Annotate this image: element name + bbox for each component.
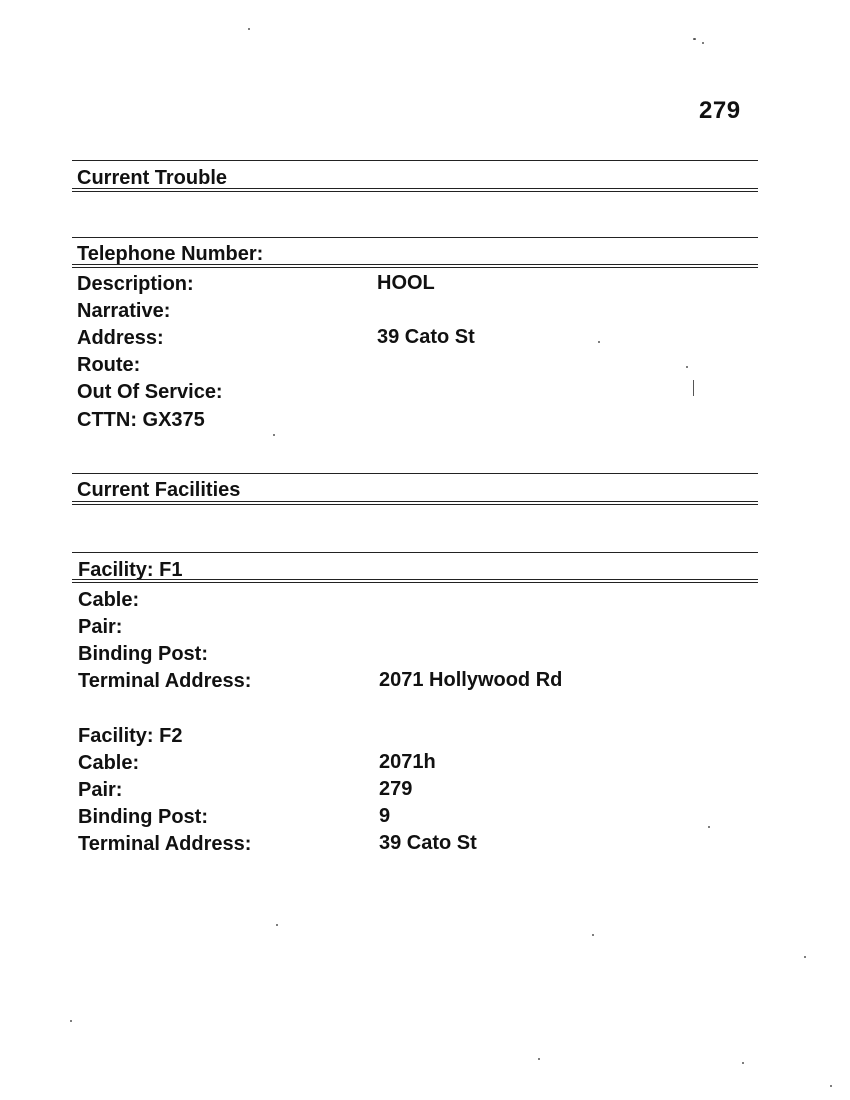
scan-speck	[742, 1062, 744, 1064]
field-value-address: 39 Cato St	[377, 326, 475, 348]
scan-speck	[702, 42, 704, 44]
divider	[72, 552, 758, 553]
field-label-address: Address:	[77, 327, 164, 349]
scan-speck	[693, 380, 694, 396]
f1-label-terminal-address: Terminal Address:	[78, 670, 252, 692]
f2-value-terminal-address: 39 Cato St	[379, 832, 477, 854]
field-label-route: Route:	[77, 354, 141, 376]
scan-speck	[592, 934, 594, 936]
divider	[72, 473, 758, 474]
section-heading-current-trouble: Current Trouble	[77, 167, 228, 189]
field-label-cttn: CTTN: GX375	[77, 409, 205, 431]
divider	[72, 188, 758, 192]
f2-value-cable: 2071h	[379, 751, 436, 773]
f2-label-pair: Pair:	[78, 779, 123, 801]
field-label-description: Description:	[77, 273, 194, 295]
scan-speck	[276, 924, 278, 926]
scan-speck	[686, 366, 688, 368]
scan-speck	[598, 341, 600, 343]
f1-label-binding-post: Binding Post:	[78, 643, 208, 665]
scan-speck	[830, 1085, 832, 1087]
f2-value-pair: 279	[379, 778, 413, 800]
scan-speck	[273, 434, 275, 436]
section-heading-telephone-number: Telephone Number:	[77, 243, 264, 265]
f2-value-binding-post: 9	[379, 805, 391, 827]
facility-f1-heading: Facility: F1	[78, 559, 183, 581]
f1-label-cable: Cable:	[78, 589, 140, 611]
scan-speck	[248, 28, 250, 30]
divider	[72, 579, 758, 583]
field-value-description: HOOL	[377, 272, 435, 294]
field-label-out-of-service: Out Of Service:	[77, 381, 223, 403]
scan-speck	[538, 1058, 540, 1060]
scan-speck	[693, 38, 696, 40]
f2-label-cable: Cable:	[78, 752, 140, 774]
f1-value-terminal-address: 2071 Hollywood Rd	[379, 669, 563, 691]
divider	[72, 160, 758, 161]
section-heading-current-facilities: Current Facilities	[77, 479, 241, 501]
f1-label-pair: Pair:	[78, 616, 123, 638]
divider	[72, 501, 758, 505]
scan-speck	[708, 826, 710, 828]
f2-label-binding-post: Binding Post:	[78, 806, 208, 828]
scan-speck	[804, 956, 806, 958]
field-label-narrative: Narrative:	[77, 300, 171, 322]
scan-speck	[70, 1020, 72, 1022]
page-number: 279	[699, 97, 741, 124]
f2-label-terminal-address: Terminal Address:	[78, 833, 252, 855]
divider	[72, 264, 758, 268]
divider	[72, 237, 758, 238]
facility-f2-heading: Facility: F2	[78, 725, 183, 747]
